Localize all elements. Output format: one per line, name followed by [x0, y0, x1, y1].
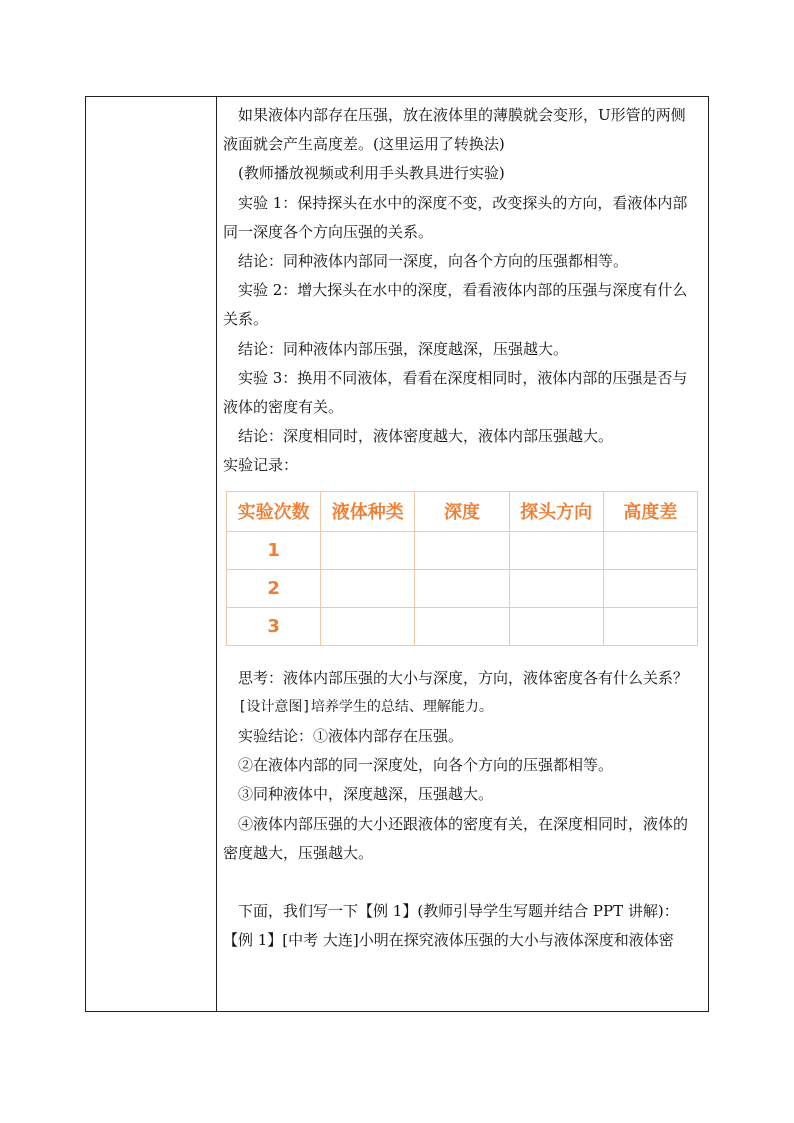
table-cell: [603, 569, 697, 607]
header-cell: 深度: [415, 491, 509, 531]
table-cell: 2: [227, 569, 321, 607]
content-column: [217, 97, 708, 1011]
paragraph-experiment-1: 实验 1：保持探头在水中的深度不变，改变探头的方向，看液体内部同一深度各个方向压强的关系。: [223, 193, 688, 241]
paragraph-experiment-2: 实验 2：增大探头在水中的深度，看看液体内部的压强与深度有什么关系。: [223, 281, 688, 329]
table-cell: [321, 607, 415, 645]
paragraph-experiment-3: 实验 3：换用不同液体，看看在深度相同时，液体内部的压强是否与液体的密度有关。: [223, 368, 688, 417]
table-cell: [321, 531, 415, 569]
paragraph-conclusion-item-4: ④液体内部压强的大小还跟液体的密度有关，在深度相同时，液体的密度越大，压强越大。: [223, 814, 689, 862]
paragraph-conclusion-item-2: ②在液体内部的同一深度处，向各个方向的压强都相等。: [238, 756, 614, 775]
table-cell: [509, 569, 603, 607]
header-cell: 高度差: [603, 491, 697, 531]
paragraph-teacher-demo: (教师播放视频或利用手头教具进行实验): [238, 164, 505, 183]
header-cell: 实验次数: [227, 491, 321, 531]
table-cell: [415, 569, 509, 607]
table-cell: 3: [227, 607, 321, 645]
paragraph-conclusion-item-3: ③同种液体中，深度越深，压强越大。: [238, 785, 494, 804]
paragraph-design-intent: [设计意图]培养学生的总结、理解能力。: [238, 698, 493, 715]
experiment-record-table: [226, 491, 698, 646]
table-cell: 1: [227, 531, 321, 569]
table-row: [227, 531, 698, 569]
header-cell: 液体种类: [321, 491, 415, 531]
paragraph-conclusion-1: 结论：同种液体内部同一深度，向各个方向的压强都相等。: [238, 252, 629, 271]
table-row: [227, 569, 698, 607]
lesson-plan-table: [85, 96, 709, 1012]
paragraph-transform-method: 如果液体内部存在压强，放在液体里的薄膜就会变形，U形管的两侧液面就会产生高度差。(这里运用了转换法): [223, 106, 686, 154]
paragraph-conclusion-2: 结论：同种液体内部压强，深度越深，压强越大。: [238, 339, 569, 358]
paragraph-conclusion-3: 结论：深度相同时，液体密度越大，液体内部压强越大。: [238, 427, 614, 446]
table-cell: [509, 607, 603, 645]
paragraph-record-label: 实验记录：: [223, 456, 299, 475]
table-header-row: [227, 491, 698, 531]
table-cell: [509, 531, 603, 569]
paragraph-example-intro: 下面，我们写一下【例 1】(教师引导学生写题并结合 PPT 讲解)：: [238, 902, 679, 921]
table-cell: [321, 569, 415, 607]
table-cell: [603, 531, 697, 569]
paragraph-example-1: 【例 1】[中考 大连]小明在探究液体压强的大小与液体深度和液体密: [223, 931, 674, 950]
header-cell: 探头方向: [509, 491, 603, 531]
left-column: [86, 97, 217, 1011]
paragraph-think-question: 思考：液体内部压强的大小与深度，方向，液体密度各有什么关系？: [238, 668, 689, 687]
table-cell: [415, 607, 509, 645]
blank-line: [223, 868, 700, 897]
table-cell: [415, 531, 509, 569]
table-cell: [603, 607, 697, 645]
table-row: [227, 607, 698, 645]
paragraph-conclusion-summary: 实验结论：①液体内部存在压强。: [238, 727, 464, 746]
